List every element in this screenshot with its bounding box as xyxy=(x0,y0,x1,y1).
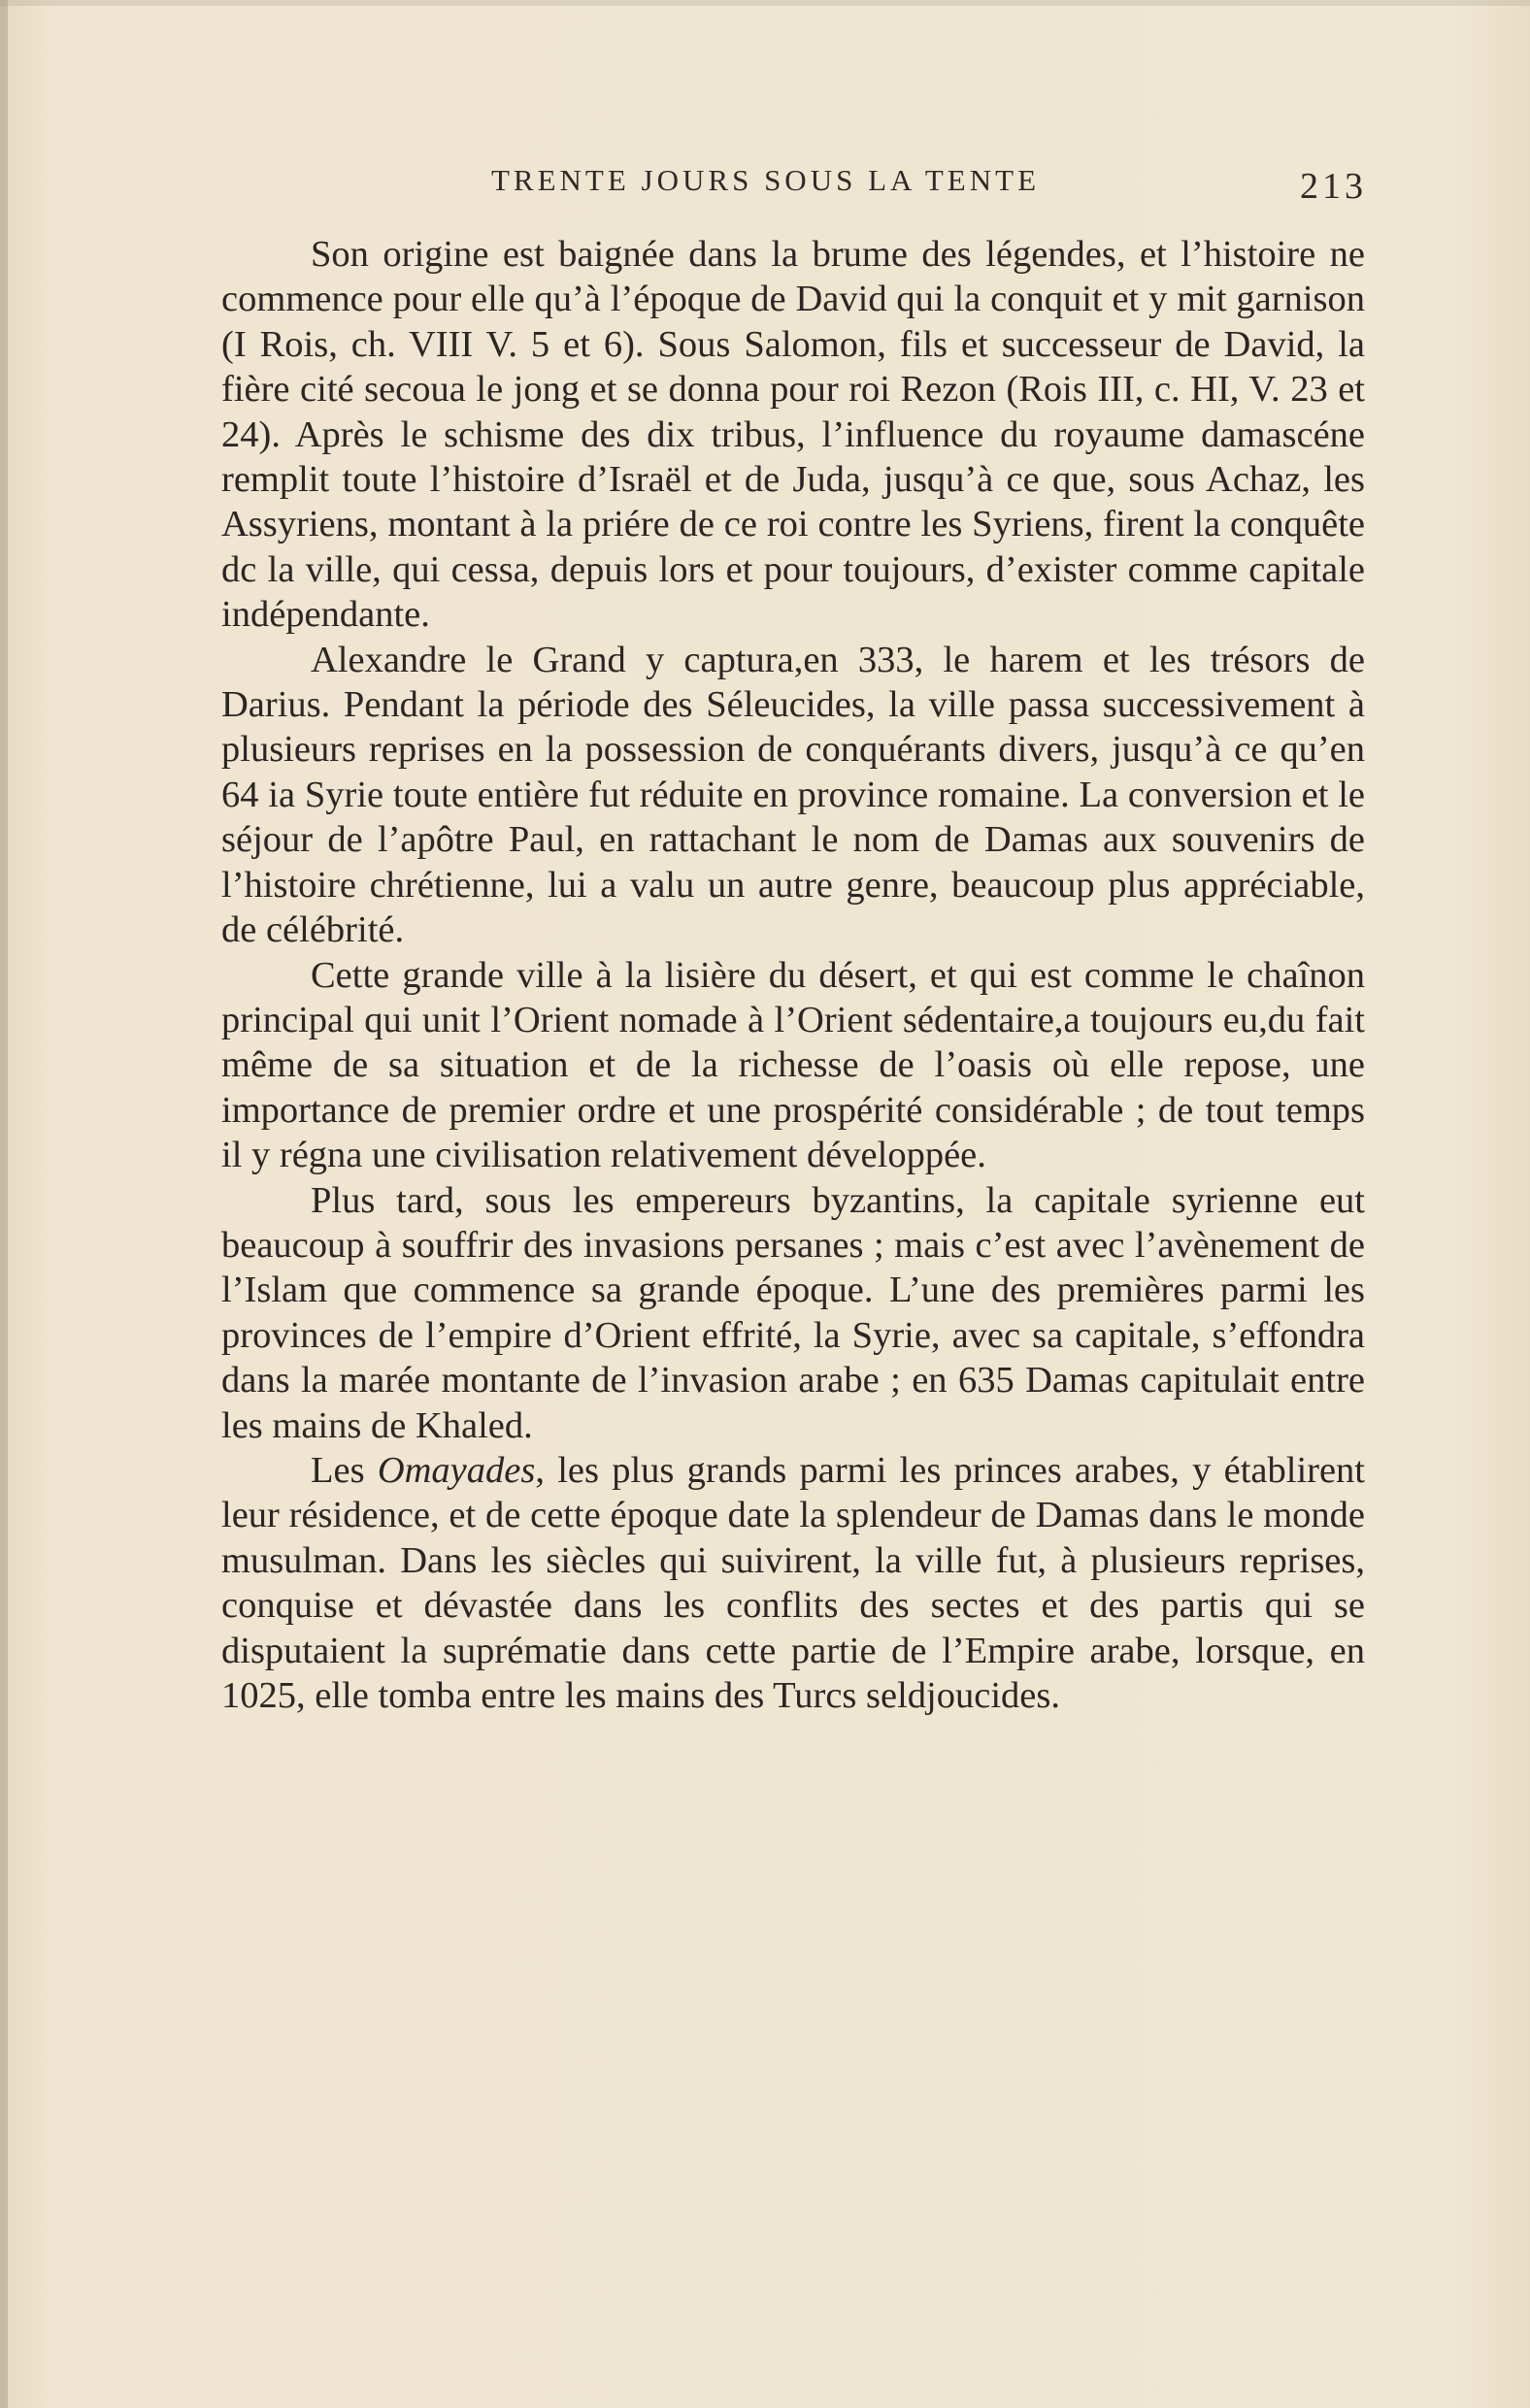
paragraph-1: Son origine est baignée dans la brume des légendes, et l’histoire ne commence pour elle qu’à l’époque de David qui la conquit et y mit garnison (I Rois, ch. VIII V. 5 et 6). Sous Salomon, fils et successeur de David, la fière cité secoua le jong et se donna pour roi Rezon (Rois III, c. HI, V. 23 et 24). Après le schisme des dix tribus, l’influence du royaume damascéne remplit toute l’histoire d’Israël et de Juda, jusqu’à ce que, sous Achaz, les Assyriens, montant à la priére de ce roi contre les Syriens, firent la conquête dc la ville, qui cessa, depuis lors et pour toujours, d’exister comme capitale indépendante. xyxy=(221,234,1365,636)
paragraph-4: Plus tard, sous les empereurs byzantins, la capitale syrienne eut beaucoup à souffrir des invasions persanes ; mais c’est avec l’avènement de l’Islam que commence sa grande époque. L’une des premières parmi les provinces de l’empire d’Orient effrité, la Syrie, avec sa capitale, s’effondra dans la marée montante de l’invasion arabe ; en 635 Damas capitulait entre les mains de Khaled. xyxy=(221,1179,1365,1446)
paragraph-2: Alexandre le Grand y captura,en 333, le harem et les trésors de Darius. Pendant la période des Séleucides, la ville passa successivement à plusieurs reprises en la possession de conquérants divers, jusqu’à ce qu’en 64 ia Syrie toute entière fut réduite en province romaine. La conversion et le séjour de l’apôtre Paul, en rattachant le nom de Damas aux souvenirs de l’histoire chrétienne, lui a valu un autre genre, beaucoup plus appréciable, de célébrité. xyxy=(221,639,1365,951)
running-title: TRENTE JOURS SOUS LA TENTE xyxy=(491,163,1041,197)
page-header xyxy=(221,163,1367,212)
paragraph-5-text: , les plus grands parmi les princes arabes, y établirent leur résidence, et de cette époque date la splendeur de Damas dans le monde musulman. Dans les siècles qui suivirent, la ville fut, à plusieurs reprises, conquise et dévastée dans les conflits des sectes et des partis qui se disputaient la suprématie dans cette partie de l’Empire arabe, lorsque, en 1025, elle tomba entre les mains des Turcs seldjoucides. xyxy=(221,1449,1365,1716)
page-left-edge-shadow xyxy=(0,0,8,2408)
paragraph-3: Cette grande ville à la lisière du désert, et qui est comme le chaînon principal qui unit l’Orient nomade à l’Orient sédentaire,a toujours eu,du fait même de sa situation et de la richesse de l’oasis où elle repose, une importance de premier ordre et une prospérité considérable ; de tout temps il y régna une civilisation relativement développée. xyxy=(221,954,1365,1176)
page-number: 213 xyxy=(1300,166,1367,207)
body-text xyxy=(221,232,1365,1718)
paragraph-5-italic-term: Omayades xyxy=(377,1449,536,1491)
paragraph-5 xyxy=(221,1448,1365,1718)
paragraph-5-lead: Les xyxy=(311,1449,365,1491)
page-top-edge-shadow xyxy=(0,0,1530,6)
